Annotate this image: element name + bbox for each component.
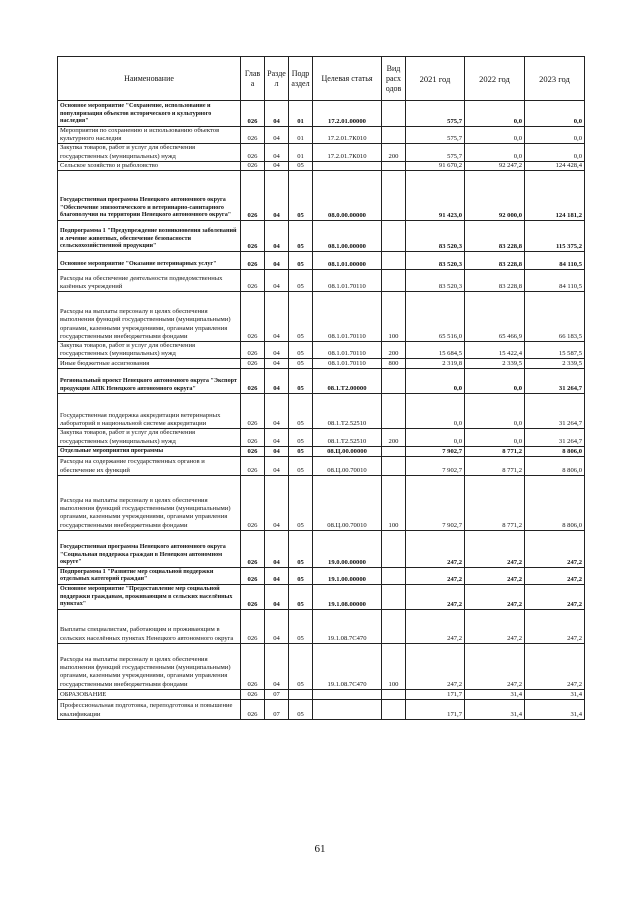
row-name: Мероприятия по сохранению и использованию объектов культурного наследия xyxy=(58,127,241,144)
row-target-article: 08.1.00.00000 xyxy=(313,221,382,252)
row-glava: 026 xyxy=(241,161,265,170)
row-glava: 026 xyxy=(241,643,265,689)
row-expense-type: 800 xyxy=(382,359,406,369)
row-expense-type xyxy=(382,161,406,170)
row-value-2022: 0,0 xyxy=(465,144,525,161)
row-glava: 026 xyxy=(241,394,265,429)
row-value-2023: 15 587,5 xyxy=(525,342,585,359)
row-target-article: 08.1.01.70110 xyxy=(313,292,382,342)
table-row xyxy=(58,171,585,221)
budget-table-sheet xyxy=(57,56,584,720)
row-value-2022: 31,4 xyxy=(465,699,525,719)
row-podrazdel: 05 xyxy=(289,475,313,530)
row-name: Иные бюджетные ассигнования xyxy=(58,359,241,369)
table-row xyxy=(58,221,585,252)
table-row xyxy=(58,369,585,394)
row-target-article: 08.1.Т2.52510 xyxy=(313,394,382,429)
row-glava: 026 xyxy=(241,530,265,567)
row-podrazdel: 05 xyxy=(289,221,313,252)
row-value-2021: 83 520,3 xyxy=(406,252,465,270)
row-razdel: 04 xyxy=(265,342,289,359)
header-razdel: Разде л xyxy=(265,57,289,101)
table-row xyxy=(58,456,585,475)
table-row xyxy=(58,530,585,567)
row-value-2022: 8 771,2 xyxy=(465,446,525,456)
table-row xyxy=(58,689,585,699)
table-row xyxy=(58,161,585,170)
row-podrazdel: 05 xyxy=(289,342,313,359)
row-razdel: 04 xyxy=(265,161,289,170)
header-year-2022: 2022 год xyxy=(465,57,525,101)
row-podrazdel: 05 xyxy=(289,171,313,221)
row-podrazdel: 05 xyxy=(289,567,313,584)
row-value-2023: 31 264,7 xyxy=(525,429,585,446)
row-glava: 026 xyxy=(241,609,265,643)
row-razdel: 04 xyxy=(265,643,289,689)
row-value-2021: 247,2 xyxy=(406,567,465,584)
row-expense-type xyxy=(382,699,406,719)
row-value-2023: 247,2 xyxy=(525,567,585,584)
row-expense-type xyxy=(382,127,406,144)
row-value-2021: 7 902,7 xyxy=(406,446,465,456)
header-target-article: Целевая статья xyxy=(313,57,382,101)
row-value-2023: 8 806,0 xyxy=(525,456,585,475)
row-target-article: 17.2.01.00000 xyxy=(313,101,382,127)
row-name: Расходы на содержание государственных органов и обеспечение их функций xyxy=(58,456,241,475)
row-name: Основное мероприятие "Предоставление мер социальной поддержки гражданам, проживающим в сельских населённых пунктах" xyxy=(58,584,241,609)
row-razdel: 04 xyxy=(265,101,289,127)
row-value-2022: 0,0 xyxy=(465,369,525,394)
row-podrazdel: 05 xyxy=(289,456,313,475)
row-target-article: 08.Ц.00.70010 xyxy=(313,456,382,475)
row-value-2022: 83 228,8 xyxy=(465,221,525,252)
row-name: Закупка товаров, работ и услуг для обеспечения государственных (муниципальных) нужд xyxy=(58,429,241,446)
row-value-2022: 31,4 xyxy=(465,689,525,699)
row-podrazdel: 05 xyxy=(289,530,313,567)
row-target-article: 08.1.01.00000 xyxy=(313,252,382,270)
row-value-2023: 84 110,5 xyxy=(525,270,585,292)
row-value-2023: 124 181,2 xyxy=(525,171,585,221)
row-value-2022: 83 228,8 xyxy=(465,270,525,292)
row-razdel: 04 xyxy=(265,394,289,429)
row-razdel: 07 xyxy=(265,689,289,699)
table-row xyxy=(58,567,585,584)
row-value-2021: 171,7 xyxy=(406,689,465,699)
row-value-2021: 0,0 xyxy=(406,429,465,446)
row-value-2021: 15 684,5 xyxy=(406,342,465,359)
row-expense-type xyxy=(382,252,406,270)
row-value-2023: 0,0 xyxy=(525,127,585,144)
row-name: Расходы на выплаты персоналу в целях обеспечения выполнения функций государственными (муниципальными) органами, казенными учреждениями, органами управления государственными внебюджетными фондами xyxy=(58,475,241,530)
row-value-2021: 83 520,3 xyxy=(406,221,465,252)
table-row xyxy=(58,359,585,369)
row-podrazdel: 05 xyxy=(289,584,313,609)
row-expense-type xyxy=(382,394,406,429)
row-value-2023: 0,0 xyxy=(525,144,585,161)
row-podrazdel: 05 xyxy=(289,429,313,446)
row-razdel: 04 xyxy=(265,144,289,161)
row-target-article: 08.1.01.70110 xyxy=(313,342,382,359)
row-podrazdel: 05 xyxy=(289,252,313,270)
header-podrazdel: Подр аздел xyxy=(289,57,313,101)
row-value-2022: 15 422,4 xyxy=(465,342,525,359)
row-value-2022: 247,2 xyxy=(465,530,525,567)
row-glava: 026 xyxy=(241,292,265,342)
row-razdel: 04 xyxy=(265,609,289,643)
row-podrazdel: 05 xyxy=(289,270,313,292)
row-razdel: 04 xyxy=(265,567,289,584)
row-name: Сельское хозяйство и рыболовство xyxy=(58,161,241,170)
header-name: Наименование xyxy=(58,57,241,101)
row-razdel: 04 xyxy=(265,292,289,342)
table-row xyxy=(58,643,585,689)
row-glava: 026 xyxy=(241,456,265,475)
row-target-article: 17.2.01.7К010 xyxy=(313,127,382,144)
row-value-2023: 8 806,0 xyxy=(525,446,585,456)
row-name: Государственная программа Ненецкого автономного округа "Социальная поддержка граждан в Ненецком автономном округе" xyxy=(58,530,241,567)
row-value-2021: 247,2 xyxy=(406,584,465,609)
row-glava: 026 xyxy=(241,342,265,359)
row-podrazdel: 01 xyxy=(289,127,313,144)
row-expense-type xyxy=(382,456,406,475)
table-row xyxy=(58,475,585,530)
table-row xyxy=(58,609,585,643)
row-target-article: 19.0.00.00000 xyxy=(313,530,382,567)
row-razdel: 04 xyxy=(265,270,289,292)
row-glava: 026 xyxy=(241,689,265,699)
row-value-2023: 31 264,7 xyxy=(525,394,585,429)
row-name: Профессиональная подготовка, переподготовка и повышение квалификации xyxy=(58,699,241,719)
row-expense-type xyxy=(382,369,406,394)
header-year-2021: 2021 год xyxy=(406,57,465,101)
row-name: Подпрограмма 1 "Предупреждение возникновения заболеваний и лечение животных, обеспечение безопасности сельскохозяйственной продукции" xyxy=(58,221,241,252)
row-razdel: 04 xyxy=(265,127,289,144)
table-row xyxy=(58,101,585,127)
row-glava: 026 xyxy=(241,171,265,221)
row-value-2022: 92 247,2 xyxy=(465,161,525,170)
row-expense-type xyxy=(382,689,406,699)
row-expense-type: 100 xyxy=(382,643,406,689)
row-value-2023: 124 428,4 xyxy=(525,161,585,170)
row-target-article: 08.1.01.70110 xyxy=(313,270,382,292)
row-value-2022: 83 228,8 xyxy=(465,252,525,270)
row-razdel: 04 xyxy=(265,221,289,252)
row-value-2022: 8 771,2 xyxy=(465,475,525,530)
row-value-2021: 2 319,8 xyxy=(406,359,465,369)
row-target-article: 08.1.01.70110 xyxy=(313,359,382,369)
row-value-2021: 83 520,3 xyxy=(406,270,465,292)
row-podrazdel: 05 xyxy=(289,609,313,643)
row-expense-type xyxy=(382,530,406,567)
row-value-2023: 31 264,7 xyxy=(525,369,585,394)
row-expense-type xyxy=(382,270,406,292)
row-razdel: 04 xyxy=(265,429,289,446)
table-row xyxy=(58,127,585,144)
row-podrazdel xyxy=(289,689,313,699)
row-glava: 026 xyxy=(241,359,265,369)
row-value-2023: 247,2 xyxy=(525,530,585,567)
row-value-2023: 0,0 xyxy=(525,101,585,127)
row-expense-type xyxy=(382,446,406,456)
row-expense-type: 200 xyxy=(382,144,406,161)
row-razdel: 04 xyxy=(265,359,289,369)
row-glava: 026 xyxy=(241,252,265,270)
row-value-2021: 65 516,0 xyxy=(406,292,465,342)
row-value-2023: 8 806,0 xyxy=(525,475,585,530)
row-glava: 026 xyxy=(241,429,265,446)
row-value-2021: 91 423,0 xyxy=(406,171,465,221)
row-razdel: 04 xyxy=(265,446,289,456)
row-podrazdel: 05 xyxy=(289,643,313,689)
row-glava: 026 xyxy=(241,369,265,394)
row-expense-type xyxy=(382,221,406,252)
row-name: Отдельные мероприятия программы xyxy=(58,446,241,456)
row-razdel: 04 xyxy=(265,252,289,270)
row-razdel: 04 xyxy=(265,456,289,475)
header-expense-type: Вид расх одов xyxy=(382,57,406,101)
row-value-2021: 575,7 xyxy=(406,127,465,144)
row-podrazdel: 05 xyxy=(289,292,313,342)
row-expense-type: 100 xyxy=(382,475,406,530)
header-glava: Глав а xyxy=(241,57,265,101)
row-target-article xyxy=(313,161,382,170)
row-target-article: 19.1.00.00000 xyxy=(313,567,382,584)
row-expense-type xyxy=(382,584,406,609)
table-row xyxy=(58,144,585,161)
row-target-article: 08.1.Т2.52510 xyxy=(313,429,382,446)
row-target-article: 08.Ц.00.00000 xyxy=(313,446,382,456)
page-number: 61 xyxy=(314,843,326,855)
row-value-2021: 247,2 xyxy=(406,643,465,689)
row-glava: 026 xyxy=(241,584,265,609)
row-name: Закупка товаров, работ и услуг для обеспечения государственных (муниципальных) нужд xyxy=(58,342,241,359)
table-row xyxy=(58,252,585,270)
row-razdel: 04 xyxy=(265,475,289,530)
row-value-2021: 247,2 xyxy=(406,609,465,643)
row-value-2023: 247,2 xyxy=(525,584,585,609)
row-value-2023: 31,4 xyxy=(525,699,585,719)
row-razdel: 07 xyxy=(265,699,289,719)
row-value-2021: 575,7 xyxy=(406,144,465,161)
row-value-2022: 0,0 xyxy=(465,101,525,127)
row-glava: 026 xyxy=(241,567,265,584)
row-name: Основное мероприятие "Сохранение, использование и популяризация объектов исторического и культурного наследия" xyxy=(58,101,241,127)
row-value-2021: 7 902,7 xyxy=(406,456,465,475)
row-target-article: 17.2.01.7К010 xyxy=(313,144,382,161)
row-value-2023: 31,4 xyxy=(525,689,585,699)
table-row xyxy=(58,394,585,429)
row-name: Государственная программа Ненецкого автономного округа "Обеспечение эпизоотического и ветеринарно-санитарного благополучия на территории Ненецкого автономного округа" xyxy=(58,171,241,221)
row-name: Подпрограмма 1 "Развитие мер социальной поддержки отдельных категорий граждан" xyxy=(58,567,241,584)
row-glava: 026 xyxy=(241,221,265,252)
table-row xyxy=(58,699,585,719)
row-value-2022: 0,0 xyxy=(465,394,525,429)
row-target-article: 19.1.08.00000 xyxy=(313,584,382,609)
row-value-2021: 0,0 xyxy=(406,394,465,429)
row-name: Закупка товаров, работ и услуг для обеспечения государственных (муниципальных) нужд xyxy=(58,144,241,161)
row-value-2023: 2 339,5 xyxy=(525,359,585,369)
row-expense-type xyxy=(382,567,406,584)
row-value-2021: 0,0 xyxy=(406,369,465,394)
row-expense-type: 200 xyxy=(382,342,406,359)
row-razdel: 04 xyxy=(265,369,289,394)
row-glava: 026 xyxy=(241,101,265,127)
row-target-article xyxy=(313,689,382,699)
row-value-2022: 2 339,5 xyxy=(465,359,525,369)
table-row xyxy=(58,446,585,456)
row-name: Региональный проект Ненецкого автономного округа "Экспорт продукции АПК Ненецкого автономного округа" xyxy=(58,369,241,394)
row-value-2022: 247,2 xyxy=(465,643,525,689)
row-target-article: 08.1.Т2.00000 xyxy=(313,369,382,394)
row-value-2021: 247,2 xyxy=(406,530,465,567)
table-row xyxy=(58,429,585,446)
row-podrazdel: 05 xyxy=(289,161,313,170)
row-value-2023: 115 375,2 xyxy=(525,221,585,252)
row-glava: 026 xyxy=(241,127,265,144)
row-target-article xyxy=(313,699,382,719)
row-value-2022: 8 771,2 xyxy=(465,456,525,475)
row-expense-type xyxy=(382,171,406,221)
row-glava: 026 xyxy=(241,699,265,719)
row-podrazdel: 05 xyxy=(289,369,313,394)
row-value-2022: 0,0 xyxy=(465,127,525,144)
row-value-2021: 575,7 xyxy=(406,101,465,127)
row-value-2022: 247,2 xyxy=(465,609,525,643)
header-year-2023: 2023 год xyxy=(525,57,585,101)
row-expense-type xyxy=(382,101,406,127)
row-name: Выплаты специалистам, работающим и проживающим в сельских населённых пунктах Ненецкого автономного округа xyxy=(58,609,241,643)
row-name: Расходы на выплаты персоналу в целях обеспечения выполнения функций государственными (муниципальными) органами, казенными учреждениями, органами управления государственными внебюджетными фондами xyxy=(58,643,241,689)
row-value-2022: 65 466,9 xyxy=(465,292,525,342)
row-target-article: 08.0.00.00000 xyxy=(313,171,382,221)
row-expense-type xyxy=(382,609,406,643)
table-row xyxy=(58,292,585,342)
row-name: ОБРАЗОВАНИЕ xyxy=(58,689,241,699)
row-podrazdel: 05 xyxy=(289,446,313,456)
table-row xyxy=(58,270,585,292)
row-glava: 026 xyxy=(241,270,265,292)
row-target-article: 08.Ц.00.70010 xyxy=(313,475,382,530)
row-name: Расходы на выплаты персоналу в целях обеспечения выполнения функций государственными (муниципальными) органами, казенными учреждениями, органами управления государственными внебюджетными фондами xyxy=(58,292,241,342)
row-value-2021: 7 902,7 xyxy=(406,475,465,530)
row-target-article: 19.1.08.7С470 xyxy=(313,643,382,689)
row-value-2022: 247,2 xyxy=(465,567,525,584)
table-row xyxy=(58,584,585,609)
row-value-2023: 66 183,5 xyxy=(525,292,585,342)
row-podrazdel: 01 xyxy=(289,144,313,161)
row-value-2022: 247,2 xyxy=(465,584,525,609)
row-razdel: 04 xyxy=(265,171,289,221)
row-value-2022: 0,0 xyxy=(465,429,525,446)
table-row xyxy=(58,342,585,359)
row-podrazdel: 01 xyxy=(289,101,313,127)
row-value-2021: 171,7 xyxy=(406,699,465,719)
table-body xyxy=(58,101,585,720)
budget-table xyxy=(57,56,585,720)
row-name: Основное мероприятие "Оказание ветеринарных услуг" xyxy=(58,252,241,270)
row-expense-type: 200 xyxy=(382,429,406,446)
row-name: Расходы на обеспечение деятельности подведомственных казённых учреждений xyxy=(58,270,241,292)
row-glava: 026 xyxy=(241,144,265,161)
row-value-2022: 92 000,0 xyxy=(465,171,525,221)
row-razdel: 04 xyxy=(265,584,289,609)
row-value-2023: 84 110,5 xyxy=(525,252,585,270)
table-header-row xyxy=(58,57,585,101)
row-podrazdel: 05 xyxy=(289,359,313,369)
row-value-2021: 91 670,2 xyxy=(406,161,465,170)
row-value-2023: 247,2 xyxy=(525,643,585,689)
row-razdel: 04 xyxy=(265,530,289,567)
row-podrazdel: 05 xyxy=(289,699,313,719)
row-expense-type: 100 xyxy=(382,292,406,342)
row-podrazdel: 05 xyxy=(289,394,313,429)
row-value-2023: 247,2 xyxy=(525,609,585,643)
row-target-article: 19.1.08.7С470 xyxy=(313,609,382,643)
row-name: Государственная поддержка аккредитации ветеринарных лабораторий в национальной системе аккредитации xyxy=(58,394,241,429)
row-glava: 026 xyxy=(241,446,265,456)
row-glava: 026 xyxy=(241,475,265,530)
